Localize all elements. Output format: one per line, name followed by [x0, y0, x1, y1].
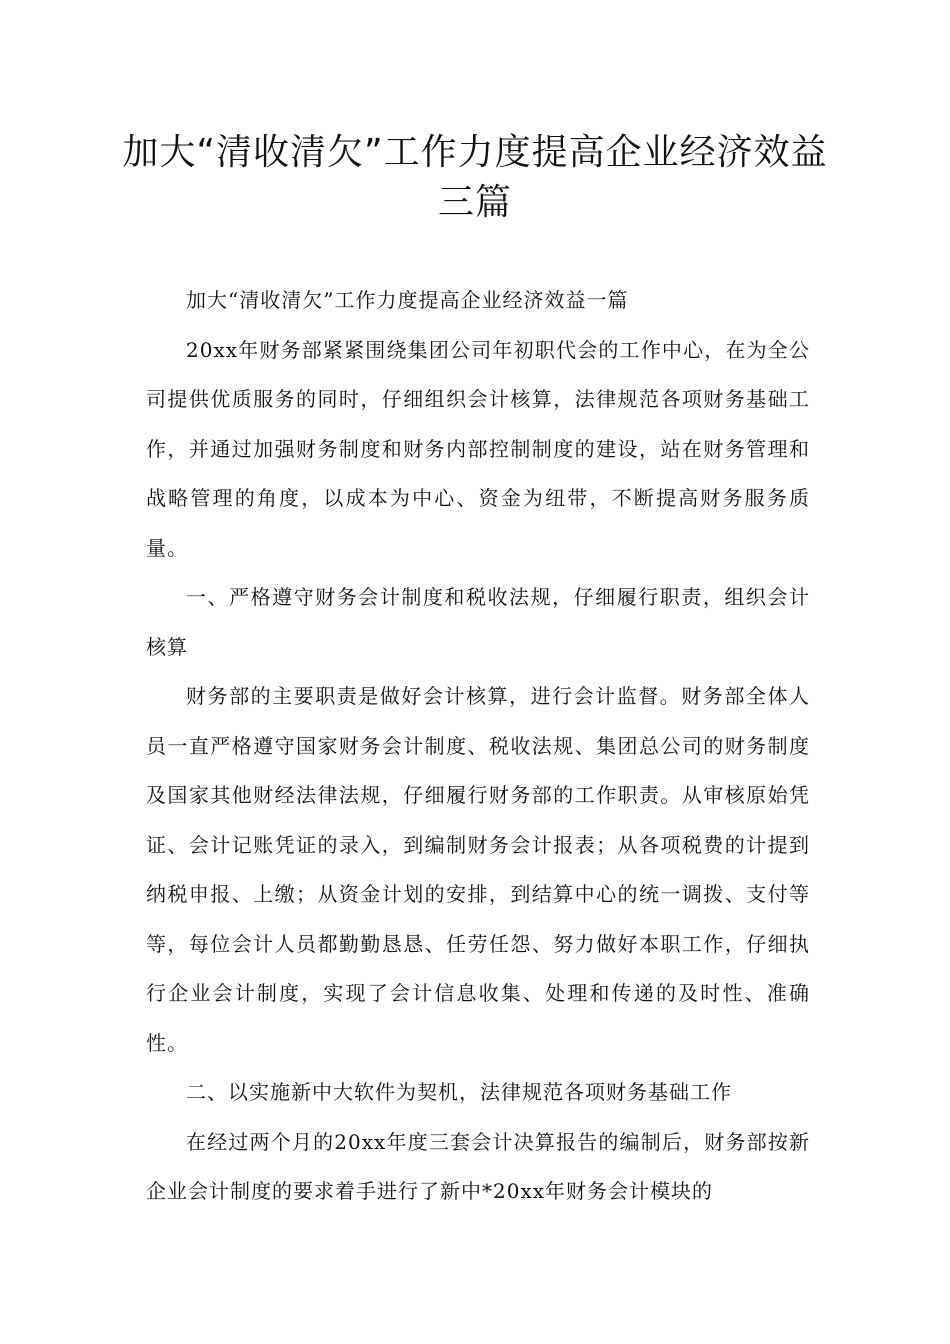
section-heading-2: 二、以实施新中大软件为契机，法律规范各项财务基础工作 — [186, 1080, 732, 1104]
document-title: 加大“清收清欠”工作力度提高企业经济效益三篇 — [122, 132, 828, 223]
section-1-paragraph: 财务部的主要职责是做好会计核算，进行会计监督。财务部全体人员一直严格遵守国家财务会计制度、税收法规、集团总公司的财务制度及国家其他财经法律法规，仔细履行财务部的工作职责。从审核原始凭证、会计记账凭证的录入，到编制财务会计报表；从各项税费的计提到纳税申报、上缴；从资金计划的安排，到结算中心的统一调拨、支付等等，每位会计人员都勤勤恳恳、任劳任怨、努力做好本职工作，仔细执行企业会计制度，实现了会计信息收集、处理和传递的及时性、准确性。 — [146, 684, 810, 1055]
subtitle-paragraph: 加大“清收清欠”工作力度提高企业经济效益一篇 — [186, 288, 629, 312]
document-body — [146, 276, 810, 1217]
intro-paragraph: 20xx年财务部紧紧围绕集团公司年初职代会的工作中心，在为全公司提供优质服务的同时，仔细组织会计核算，法律规范各项财务基础工作，并通过加强财务制度和财务内部控制制度的建设，站在财务管理和战略管理的角度，以成本为中心、资金为纽带，不断提高财务服务质量。 — [146, 337, 810, 560]
section-heading-1: 一、严格遵守财务会计制度和税收法规，仔细履行职责，组织会计核算 — [146, 585, 810, 659]
section-2-paragraph: 在经过两个月的20xx年度三套会计决算报告的编制后，财务部按新企业会计制度的要求着手进行了新中*20xx年财务会计模块的 — [146, 1129, 810, 1203]
